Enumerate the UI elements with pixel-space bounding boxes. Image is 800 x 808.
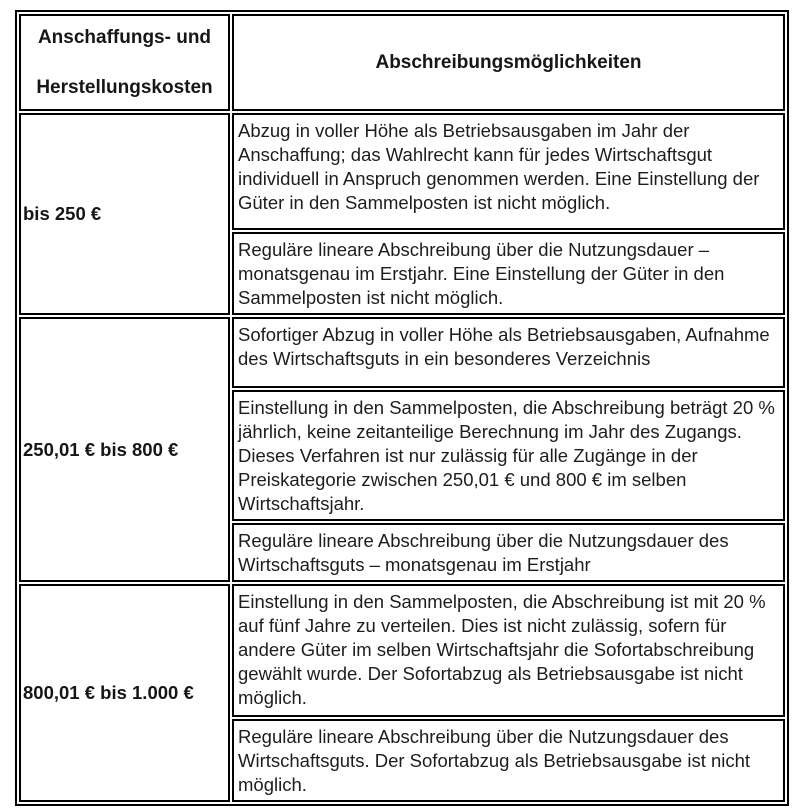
- costs-header-lines: [22, 25, 227, 100]
- cost-range-cell-800-1000: 800,01 € bis 1.000 €: [19, 584, 230, 802]
- costs-header-cell: [19, 14, 230, 111]
- header-row: [19, 14, 785, 111]
- option-cell: Einstellung in den Sammelposten, die Abschreibung ist mit 20 % auf fünf Jahre zu verteilen. Dies ist nicht zulässig, sofern für andere Güter im selben Wirtschaftsjahr die Sofortabschreibung gewählt wurde. Der Sofortabzug als Betriebsausgabe ist nicht möglich.: [232, 584, 785, 717]
- cost-range-cell-250-800: 250,01 € bis 800 €: [19, 317, 230, 582]
- costs-header-line1: Anschaffungs- und: [37, 27, 212, 48]
- option-cell: Abzug in voller Höhe als Betriebsausgaben im Jahr der Anschaffung; das Wahlrecht kann für jedes Wirtschaftsgut individuell in Anspruch genommen werden. Eine Einstellung der Güter in den Sammelposten ist nicht möglich.: [232, 113, 785, 230]
- depreciation-options-table: [15, 10, 789, 806]
- cost-range-cell-bis-250: bis 250 €: [19, 113, 230, 315]
- option-cell: Sofortiger Abzug in voller Höhe als Betriebsausgaben, Aufnahme des Wirtschaftsguts in ein besonderes Verzeichnis: [232, 317, 785, 388]
- option-cell: Reguläre lineare Abschreibung über die Nutzungsdauer des Wirtschaftsguts. Der Sofortabzug als Betriebsausgabe ist nicht möglich.: [232, 719, 785, 802]
- table-row: [19, 317, 785, 388]
- option-cell: Reguläre lineare Abschreibung über die Nutzungsdauer des Wirtschaftsguts – monatsgenau im Erstjahr: [232, 523, 785, 582]
- option-cell: Reguläre lineare Abschreibung über die Nutzungsdauer – monatsgenau im Erstjahr. Eine Einstellung der Güter in den Sammelposten ist nicht möglich.: [232, 232, 785, 315]
- option-cell: Einstellung in den Sammelposten, die Abschreibung beträgt 20 % jährlich, keine zeitanteilige Berechnung im Jahr des Zugangs. Dieses Verfahren ist nur zulässig für alle Zugänge in der Preiskategorie zwischen 250,01 € und 800 € im selben Wirtschaftsjahr.: [232, 390, 785, 521]
- costs-header-line2: Herstellungskosten: [36, 77, 213, 98]
- table-row: [19, 113, 785, 230]
- options-header-cell: Abschreibungsmöglichkeiten: [232, 14, 785, 111]
- table-row: [19, 584, 785, 717]
